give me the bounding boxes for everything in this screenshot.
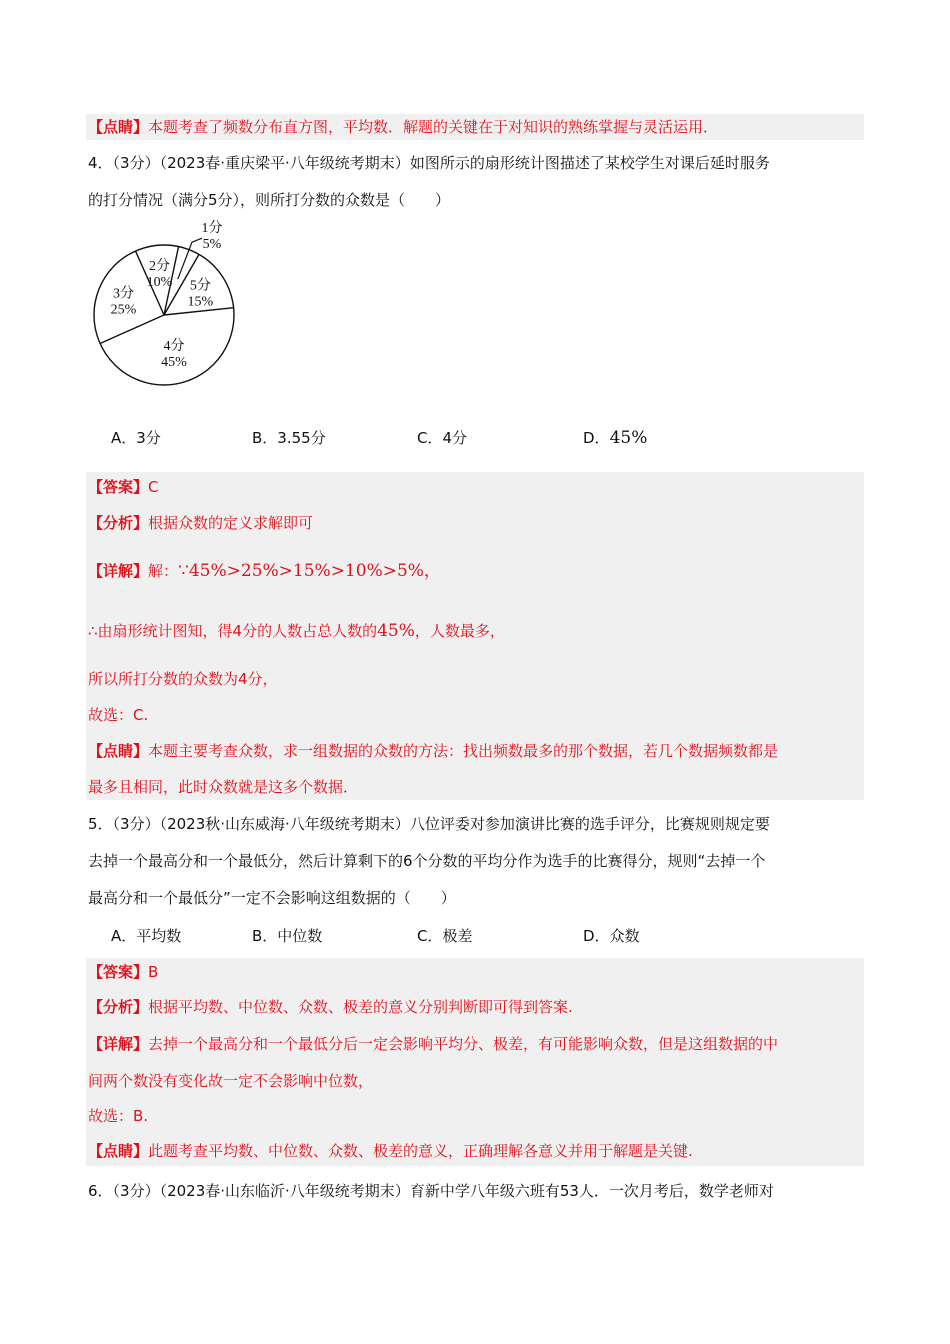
pie-category-label: 2分 (148, 258, 170, 274)
q5-option-b: B．中位数 (252, 927, 323, 945)
q5-analysis: 【分析】根据平均数、中位数、众数、极差的意义分别判断即可得到答案. (88, 998, 573, 1016)
q4-option-d: D．45% (583, 428, 648, 448)
q4-answer: 【答案】C (88, 478, 159, 496)
pie-category-label: 4分 (163, 339, 185, 355)
pie-percent-label: 5% (202, 237, 222, 253)
pie-percent-label: 10% (146, 274, 173, 290)
q5-detail-line2: 间两个数没有变化故一定不会影响中位数， (88, 1072, 374, 1090)
pie-chart (80, 215, 260, 395)
q5-detail-line1: 【详解】去掉一个最高分和一个最低分后一定会影响平均分、极差，有可能影响众数，但是这组数据的中 (88, 1035, 779, 1053)
q5-option-c: C．极差 (417, 927, 473, 945)
pie-percent-label: 25% (110, 302, 137, 318)
q5-stem-line1: 5．（3分）（2023秋·山东威海·八年级统考期末）八位评委对参加演讲比赛的选手评分，比赛规则规定要 (88, 815, 770, 833)
pie-category-label: 5分 (189, 278, 211, 294)
q4-detail-line2: ∴由扇形统计图知，得4分的人数占总人数的45%，人数最多， (88, 621, 505, 641)
q4-stem-line2: 的打分情况（满分5分），则所打分数的众数是（ ） (88, 191, 451, 209)
q4-detail-line3: 所以所打分数的众数为4分， (88, 670, 278, 688)
q5-option-d: D．众数 (583, 927, 640, 945)
q5-stem-line2: 去掉一个最高分和一个最低分，然后计算剩下的6个分数的平均分作为选手的比赛得分，规则“去掉一个 (88, 852, 766, 870)
q4-option-c: C．4分 (417, 429, 468, 447)
q5-answer: 【答案】B (88, 963, 159, 981)
q4-dianjing-line2: 最多且相同，此时众数就是这多个数据． (88, 778, 359, 796)
q4-analysis: 【分析】根据众数的定义求解即可 (88, 514, 314, 532)
pie-percent-label: 45% (161, 355, 187, 371)
q5-dianjing: 【点睛】此题考查平均数、中位数、众数、极差的意义，正确理解各意义并用于解题是关键. (88, 1142, 693, 1160)
q4-stem-line1: 4．（3分）（2023春·重庆梁平·八年级统考期末）如图所示的扇形统计图描述了某校学生对课后延时服务 (88, 154, 770, 172)
q4-dianjing-line1: 【点睛】本题主要考查众数，求一组数据的众数的方法：找出频数最多的那个数据，若几个数据频数都是 (88, 742, 779, 760)
q4-option-b: B．3.55分 (252, 429, 326, 447)
q5-solution-box (86, 958, 864, 1166)
q4-detail-line4: 故选：C. (88, 706, 149, 724)
q3-dianjing: 【点睛】本题考查了频数分布直方图，平均数．解题的关键在于对知识的熟练掌握与灵活运用． (88, 118, 719, 136)
q4-detail-line1: 【详解】解：∵45%>25%>15%>10%>5%， (88, 561, 441, 581)
q5-detail-line3: 故选：B. (88, 1107, 149, 1125)
pie-category-label: 3分 (112, 286, 134, 302)
pie-percent-label: 15% (187, 294, 214, 310)
pie-category-label: 1分 (201, 221, 223, 237)
q4-option-a: A．3分 (111, 429, 161, 447)
q6-stem-line1: 6．（3分）（2023春·山东临沂·八年级统考期末）育新中学八年级六班有53人．一次月考后，数学老师对 (88, 1182, 774, 1200)
q5-option-a: A．平均数 (111, 927, 182, 945)
q5-stem-line3: 最高分和一个最低分”一定不会影响这组数据的（ ） (88, 889, 456, 907)
